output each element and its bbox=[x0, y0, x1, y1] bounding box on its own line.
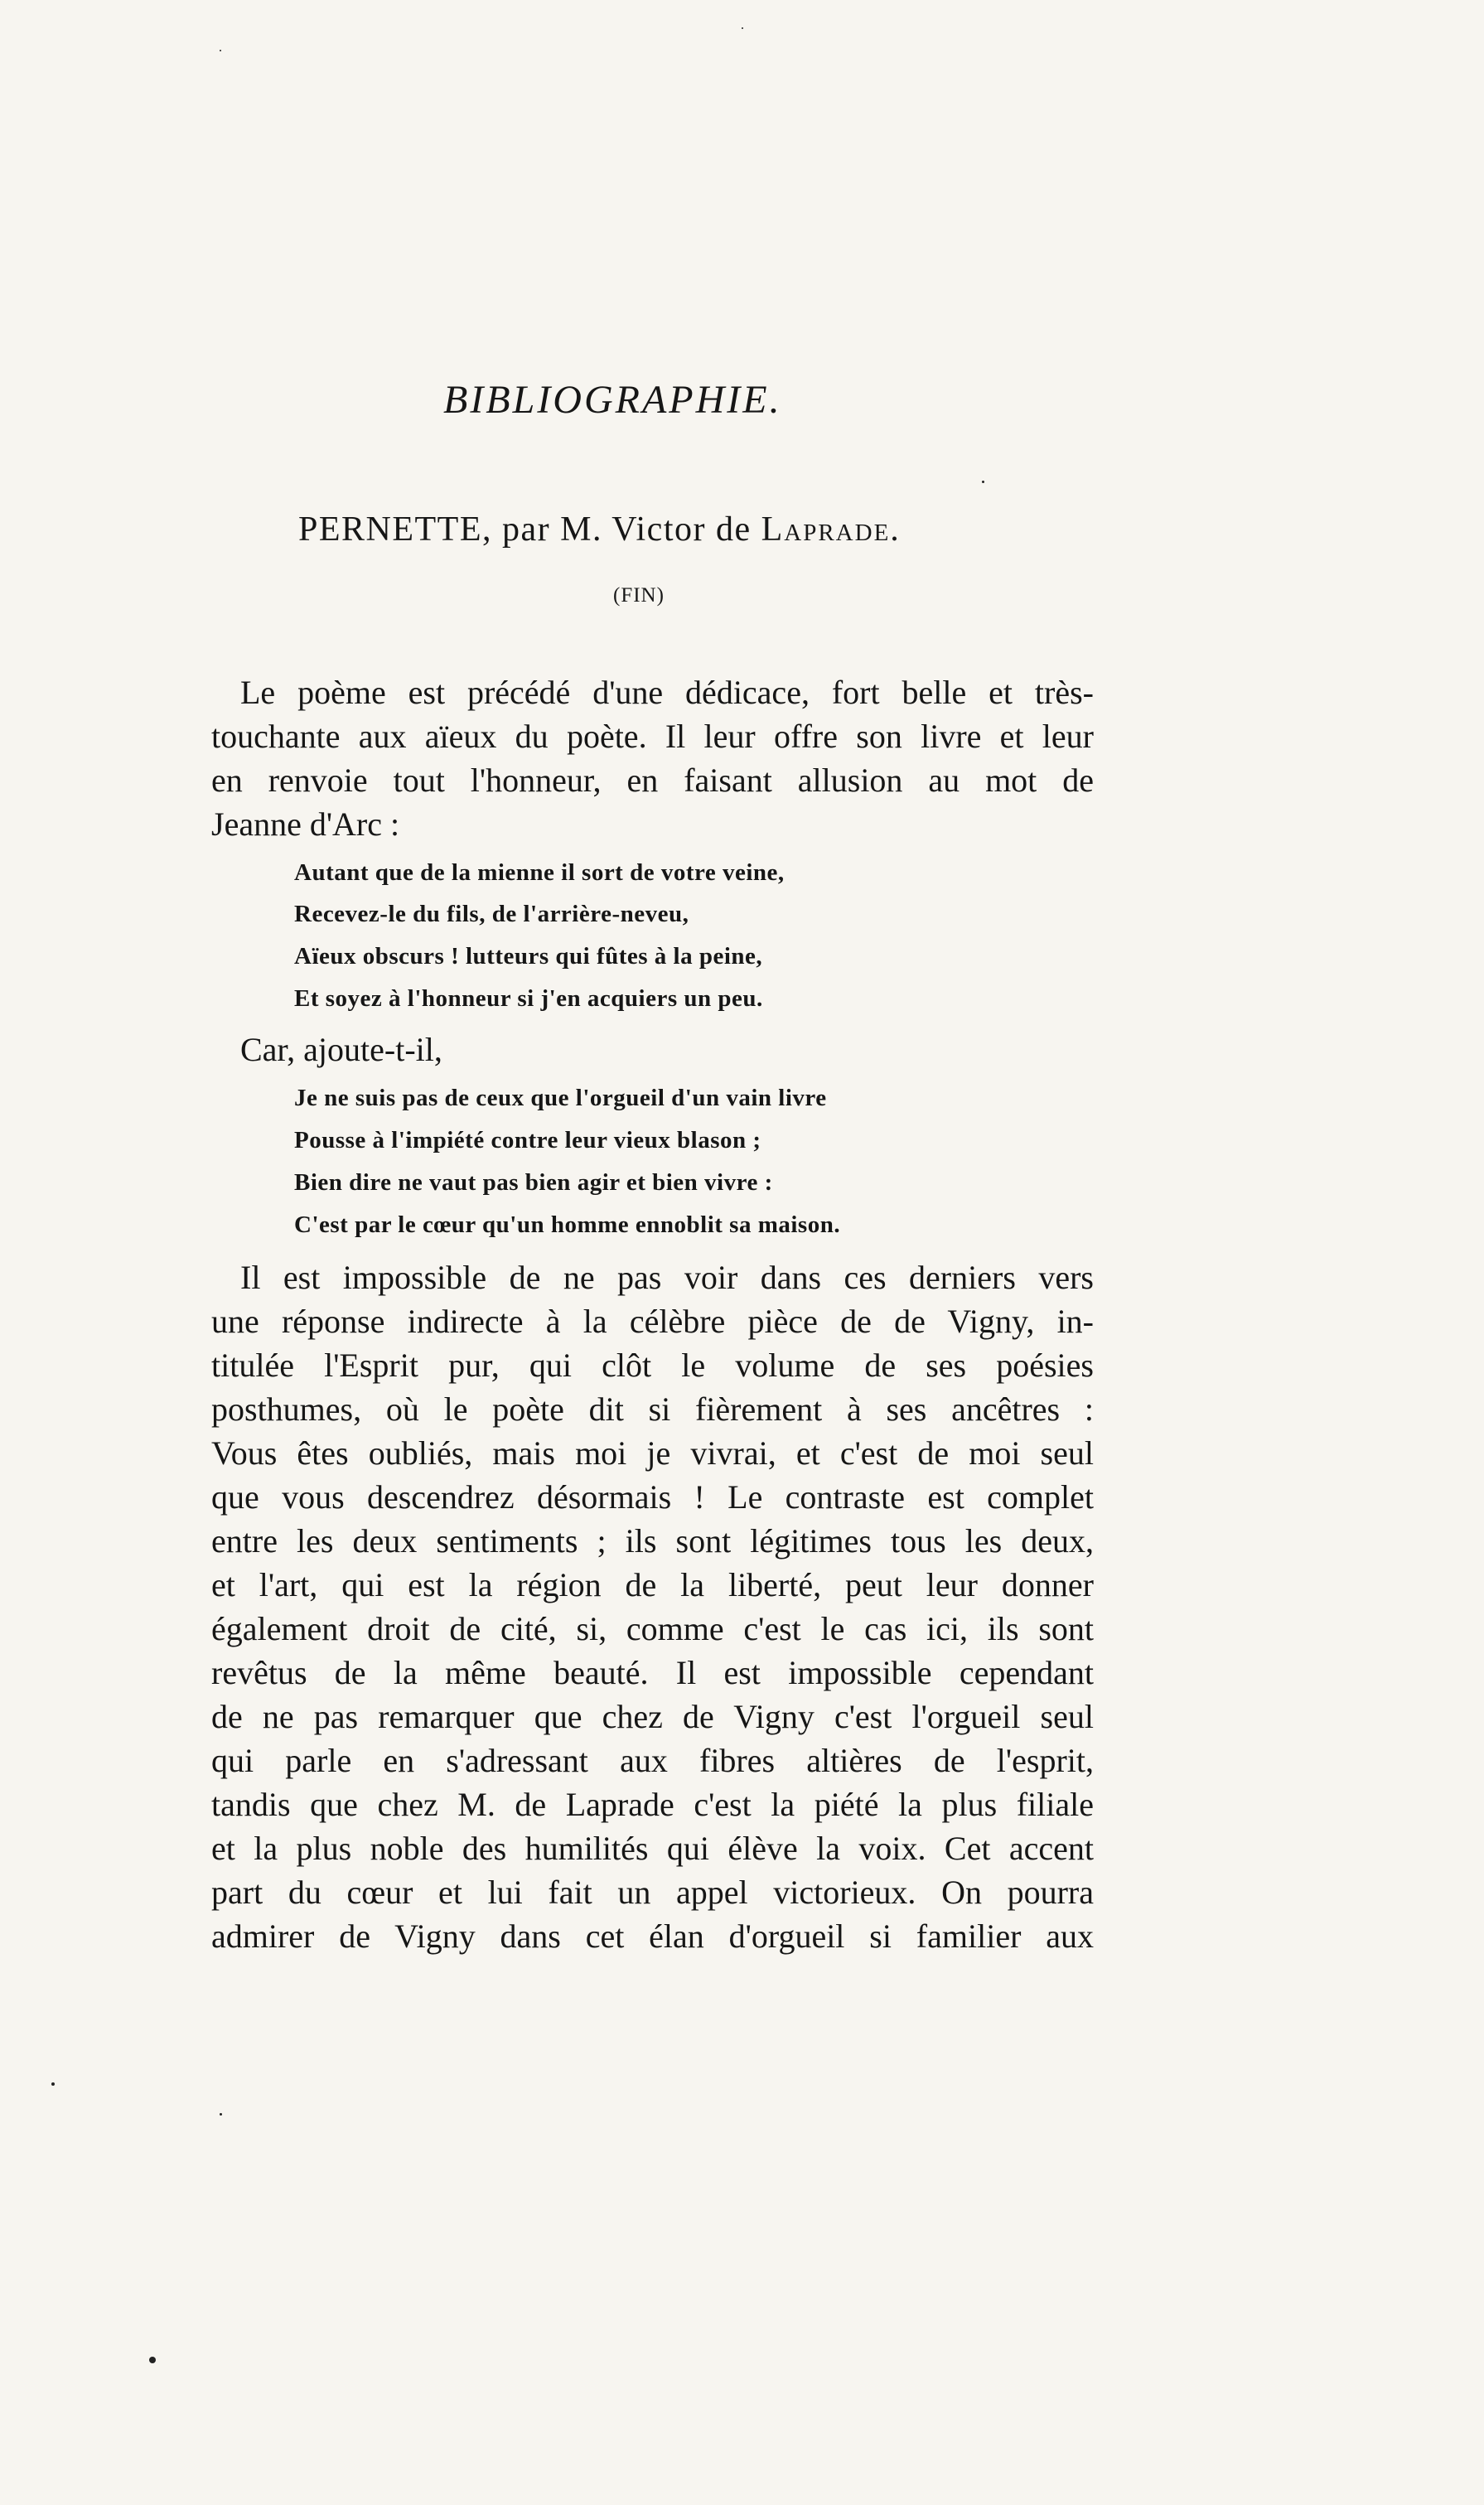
paragraph-line: admirer de Vigny dans cet élan d'orgueil si familier aux bbox=[211, 1917, 1094, 1955]
verse-line: C'est par le cœur qu'un homme ennoblit sa maison. bbox=[294, 1211, 841, 1238]
paragraph-line: Jeanne d'Arc : bbox=[211, 805, 400, 843]
paragraph-line: Le poème est précédé d'une dédicace, fort belle et très- bbox=[240, 674, 1094, 711]
scan-speck bbox=[220, 2113, 222, 2116]
verse-line: Pousse à l'impiété contre leur vieux blason ; bbox=[294, 1127, 761, 1153]
paragraph-line: en renvoie tout l'honneur, en faisant allusion au mot de bbox=[211, 762, 1094, 799]
paragraph-line: et l'art, qui est la région de la liberté, peut leur donner bbox=[211, 1566, 1094, 1603]
interjection-line: Car, ajoute-t-il, bbox=[240, 1031, 442, 1068]
article-title: PERNETTE, par M. Victor de bbox=[298, 510, 752, 549]
verse-line: Et soyez à l'honneur si j'en acquiers un peu. bbox=[294, 985, 763, 1012]
paragraph-line: titulée l'Esprit pur, qui clôt le volume de ses poésies bbox=[211, 1347, 1094, 1384]
paragraph-line: touchante aux aïeux du poète. Il leur offre son livre et leur bbox=[211, 718, 1094, 755]
verse-line: Bien dire ne vaut pas bien agir et bien vivre : bbox=[294, 1169, 773, 1196]
verse-line: Autant que de la mienne il sort de votre veine, bbox=[294, 859, 785, 886]
paragraph-line: une réponse indirecte à la célèbre pièce de de Vigny, in- bbox=[211, 1303, 1094, 1340]
verse-line: Je ne suis pas de ceux que l'orgueil d'un vain livre bbox=[294, 1085, 827, 1111]
paragraph-line: tandis que chez M. de Laprade c'est la piété la plus filiale bbox=[211, 1786, 1094, 1823]
scan-speck bbox=[982, 481, 984, 483]
paragraph-line: posthumes, où le poète dit si fièrement à ses ancêtres : bbox=[211, 1390, 1094, 1428]
scan-speck bbox=[149, 2357, 156, 2363]
article-heading bbox=[298, 510, 901, 549]
scan-speck bbox=[51, 2082, 55, 2086]
paragraph-line: part du cœur et lui fait un appel victorieux. On pourra bbox=[211, 1874, 1094, 1911]
verse-line: Recevez-le du fils, de l'arrière-neveu, bbox=[294, 901, 689, 927]
continuation-mark: (FIN) bbox=[613, 584, 665, 607]
paragraph-line: revêtus de la même beauté. Il est impossible cependant bbox=[211, 1654, 1094, 1691]
paragraph-line: Il est impossible de ne pas voir dans ces derniers vers bbox=[240, 1259, 1094, 1296]
scan-speck bbox=[220, 50, 221, 51]
paragraph-line: de ne pas remarquer que chez de Vigny c'est l'orgueil seul bbox=[211, 1698, 1094, 1735]
article-author: Laprade. bbox=[761, 510, 901, 549]
paragraph-line: Vous êtes oubliés, mais moi je vivrai, et c'est de moi seul bbox=[211, 1434, 1094, 1472]
scan-speck bbox=[742, 27, 743, 29]
paragraph-line: entre les deux sentiments ; ils sont légitimes tous les deux, bbox=[211, 1522, 1094, 1560]
section-title: BIBLIOGRAPHIE. bbox=[443, 378, 782, 422]
verse-line: Aïeux obscurs ! lutteurs qui fûtes à la peine, bbox=[294, 943, 763, 970]
paragraph-line: qui parle en s'adressant aux fibres altières de l'esprit, bbox=[211, 1742, 1094, 1779]
paragraph-line: que vous descendrez désormais ! Le contraste est complet bbox=[211, 1478, 1094, 1516]
paragraph-line: également droit de cité, si, comme c'est le cas ici, ils sont bbox=[211, 1610, 1094, 1647]
paragraph-line: et la plus noble des humilités qui élève la voix. Cet accent bbox=[211, 1830, 1094, 1867]
